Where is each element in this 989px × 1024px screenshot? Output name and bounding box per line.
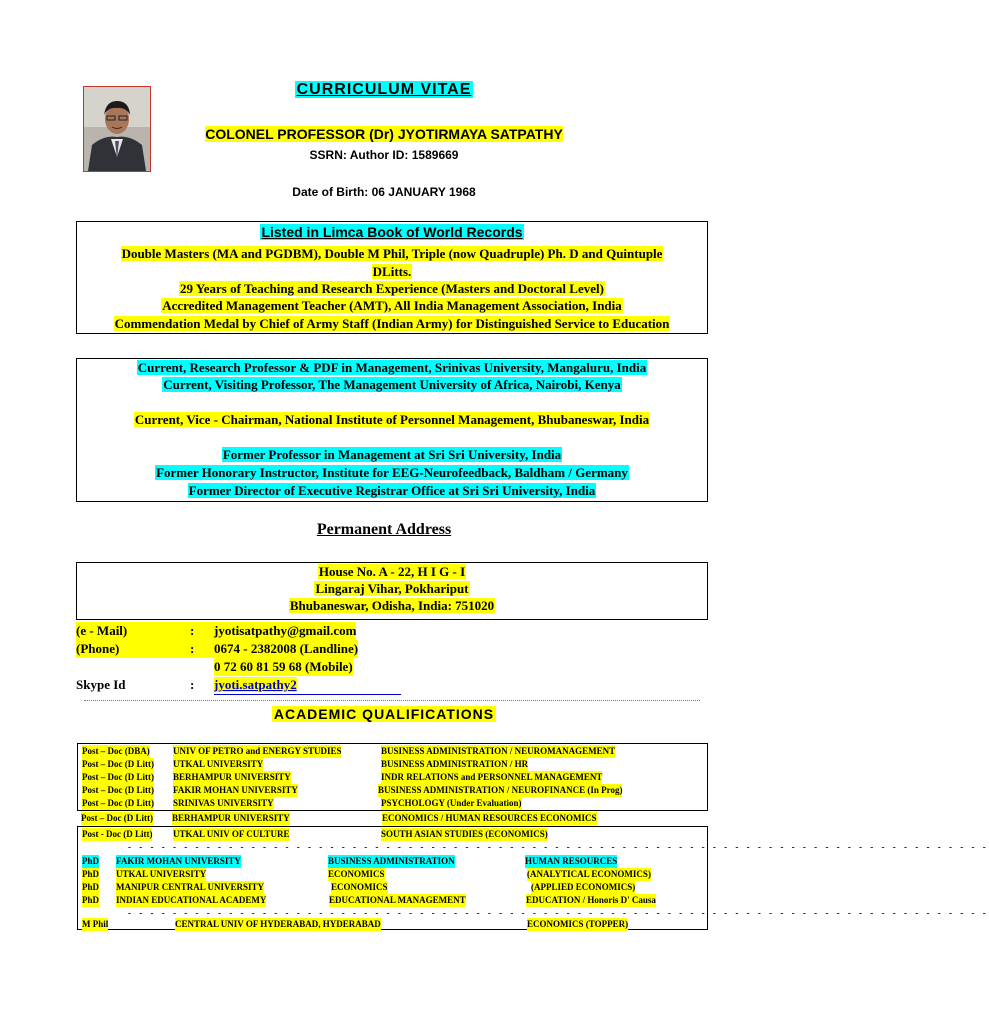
phd-table: [77, 826, 989, 930]
position-line-5: Former Honorary Instructor, Institute for EEG-Neurofeedback, Baldham / Germany: [156, 465, 628, 480]
postdoc-table: [77, 743, 708, 811]
email-colon: :: [190, 622, 214, 640]
table-row: PhD UTKAL UNIVERSITY ECONOMICS (ANALYTICAL ECONOMICS): [82, 869, 651, 879]
postdoc-extra-row: [77, 812, 708, 825]
position-line-6: Former Director of Executive Registrar Office at Sri Sri University, India: [188, 483, 596, 498]
table-row: Post – Doc (D Litt) BERHAMPUR UNIVERSITY ECONOMICS / HUMAN RESOURCES ECONOMICS: [81, 813, 597, 823]
position-line-4: Former Professor in Management at Sri Sri University, India: [222, 447, 562, 462]
skype-label: Skype Id: [76, 677, 126, 692]
records-line-3: 29 Years of Teaching and Research Experience (Masters and Doctoral Level): [180, 281, 604, 296]
candidate-name: COLONEL PROFESSOR (Dr) JYOTIRMAYA SATPATHY: [205, 126, 563, 142]
academic-heading: ACADEMIC QUALIFICATIONS: [273, 706, 495, 722]
address-box: [76, 562, 708, 620]
records-box: [76, 221, 708, 334]
email-label: (e - Mail): [76, 622, 190, 640]
records-heading: Listed in Limca Book of World Records: [261, 224, 523, 240]
records-line-2: DLitts.: [372, 264, 412, 279]
table-row: Post – Doc (D Litt) BERHAMPUR UNIVERSITY INDR RELATIONS and PERSONNEL MANAGEMENT: [82, 772, 603, 782]
phone-landline: 0674 - 2382008 (Landline): [214, 641, 359, 656]
email-value[interactable]: jyotisatpathy@gmail.com: [214, 623, 357, 638]
records-line-4: Accredited Management Teacher (AMT), All India Management Association, India: [162, 298, 622, 313]
position-line-2: Current, Visiting Professor, The Management University of Africa, Nairobi, Kenya: [163, 377, 621, 392]
table-row: PhD INDIAN EDUCATIONAL ACADEMY EDUCATIONAL MANAGEMENT EDUCATION / Honoris D' Causa: [82, 895, 656, 905]
contact-block: [76, 622, 716, 694]
position-line-3: Current, Vice - Chairman, National Institute of Personnel Management, Bhubaneswar, India: [134, 412, 650, 427]
table-row: Post – Doc (D Litt) FAKIR MOHAN UNIVERSITY BUSINESS ADMINISTRATION / NEUROFINANCE (In Prog): [82, 785, 623, 795]
positions-box: [76, 358, 708, 502]
table-row: Post - Doc (D Litt) UTKAL UNIV OF CULTURE SOUTH ASIAN STUDIES (ECONOMICS): [82, 829, 548, 839]
address-line-2: Lingaraj Vihar, Pokhariput: [315, 581, 469, 596]
records-line-1: Double Masters (MA and PGDBM), Double M Phil, Triple (now Quadruple) Ph. D and Quintuple: [121, 246, 663, 261]
cv-title: CURRICULUM VITAE: [296, 81, 472, 98]
dotted-separator: - - - - - - - - - - - - - - - - - - - - - - - - - - - - - - - - - - - - - - - - - - - - - - - - - - - - - - - - - - - - - - - - - - - - - - - - - - - - -: [128, 908, 989, 918]
skype-value[interactable]: jyoti.satpathy2: [214, 676, 401, 695]
table-row: PhD MANIPUR CENTRAL UNIVERSITY ECONOMICS (APPLIED ECONOMICS): [82, 882, 636, 892]
phone-mobile: 0 72 60 81 59 68 (Mobile): [214, 659, 353, 674]
skype-colon: :: [190, 677, 195, 692]
position-line-1: Current, Research Professor & PDF in Management, Srinivas University, Mangaluru, India: [137, 360, 647, 375]
ssrn-id: SSRN: Author ID: 1589669: [309, 148, 459, 162]
table-row: Post – Doc (DBA) UNIV OF PETRO and ENERGY STUDIES BUSINESS ADMINISTRATION / NEUROMANAGEMENT: [82, 746, 616, 756]
table-row: Post – Doc (D Litt) UTKAL UNIVERSITY BUSINESS ADMINISTRATION / HR: [82, 759, 529, 769]
address-line-3: Bhubaneswar, Odisha, India: 751020: [289, 598, 495, 613]
address-line-1: House No. A - 22, H I G - I: [318, 564, 466, 579]
records-line-5: Commendation Medal by Chief of Army Staff (Indian Army) for Distinguished Service to Education: [114, 316, 670, 331]
table-row: PhD FAKIR MOHAN UNIVERSITY BUSINESS ADMINISTRATION HUMAN RESOURCES: [82, 856, 618, 866]
divider: [84, 700, 700, 701]
table-row: Post – Doc (D Litt) SRINIVAS UNIVERSITY PSYCHOLOGY (Under Evaluation): [82, 798, 522, 808]
phone-colon: :: [190, 640, 214, 658]
date-of-birth: Date of Birth: 06 JANUARY 1968: [292, 185, 476, 199]
address-heading: Permanent Address: [316, 521, 452, 538]
phone-label: (Phone): [76, 640, 190, 658]
dotted-separator: - - - - - - - - - - - - - - - - - - - - - - - - - - - - - - - - - - - - - - - - - - - - - - - - - - - - - - - - - - - - - - - - - - - - - - - - - - - - -: [128, 842, 989, 852]
table-row: M Phil CENTRAL UNIV OF HYDERABAD, HYDERABAD ECONOMICS (TOPPER): [82, 919, 629, 929]
